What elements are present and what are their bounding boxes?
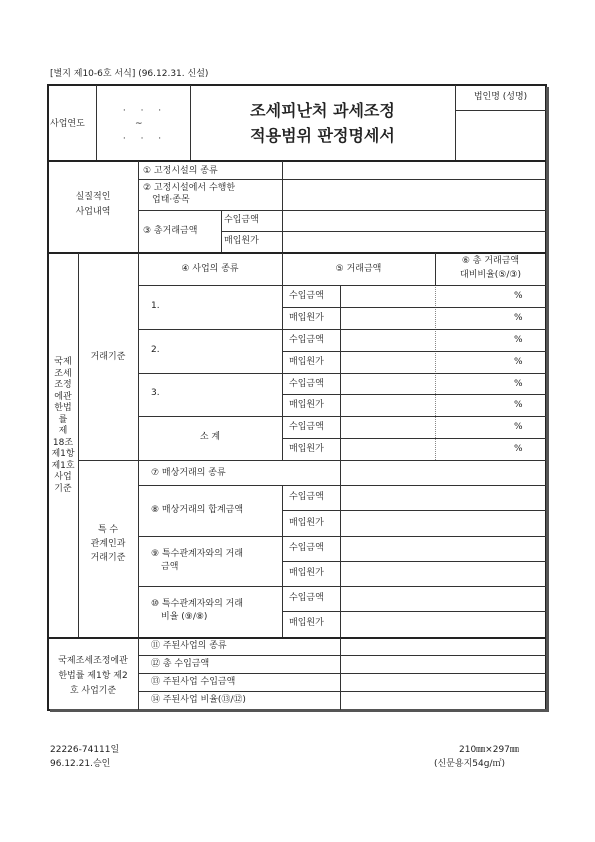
- revenue-label: 수입금액: [224, 215, 259, 225]
- related-party-label-2: 관계인과: [90, 539, 126, 549]
- corp-name-field[interactable]: [457, 112, 545, 158]
- facility-business-label-1: ② 고정시설에서 수행한: [143, 183, 236, 193]
- subtotal-label: 소 계: [199, 432, 221, 443]
- fiscal-year-to[interactable]: · · ·: [122, 134, 168, 144]
- actual-business-label-1: 실질적인: [75, 192, 111, 202]
- main-business-type-label: ⑪ 주된사업의 종류: [151, 641, 227, 651]
- total-revenue-label: ⑫ 총 수입금액: [151, 659, 210, 669]
- related-ratio-label-2: 비율 (⑨/⑧): [161, 612, 208, 622]
- percent-sign: %: [514, 334, 523, 345]
- main-business-revenue-label: ⑬ 주된사업 수입금액: [151, 677, 236, 687]
- cost-label: 매입원가: [289, 568, 324, 578]
- grid-line: [78, 253, 79, 637]
- revenue-label: 수입금액: [289, 291, 324, 301]
- grid-line: [282, 394, 546, 395]
- grid-line: [138, 161, 139, 252]
- cost-label: 매입원가: [289, 618, 324, 628]
- percent-sign: %: [514, 422, 523, 433]
- grid-line: [138, 210, 546, 211]
- grid-line: [455, 110, 546, 111]
- form-code: 22226-74111일: [50, 745, 120, 755]
- revenue-label: 수입금액: [289, 422, 324, 433]
- corp-name-label: 법인명 (성명): [473, 92, 528, 102]
- grid-line: [48, 637, 546, 639]
- grid-line: [282, 611, 546, 612]
- percent-sign: %: [514, 356, 523, 367]
- intl-section-label: 국제 조세 조정 에관 한법 률 제 18조 제1항 제1호 사업 기준: [51, 357, 75, 494]
- cost-label: 매입원가: [289, 444, 324, 455]
- second-criteria-label-1: 국제조세조정에관: [58, 656, 128, 666]
- approval-date: 96.12.21.승인: [50, 759, 111, 769]
- grid-line: [282, 307, 546, 308]
- second-criteria-label-2: 한법률 제1항 제2: [58, 671, 128, 681]
- frame-shadow: [50, 709, 549, 712]
- fiscal-year-from[interactable]: · · ·: [122, 106, 168, 116]
- grid-line: [282, 161, 283, 252]
- col-trade-amount: ⑤ 거래금액: [335, 264, 382, 274]
- cost-label: 매입원가: [289, 312, 324, 323]
- related-amount-label-1: ⑨ 특수관계자와의 거래: [151, 549, 244, 559]
- grid-line: [138, 329, 546, 330]
- grid-line: [138, 179, 546, 180]
- sales-trade-type-label: ⑦ 매상거래의 종류: [151, 468, 226, 478]
- grid-line: [78, 460, 546, 461]
- paper-type: (신문용지54g/㎡): [434, 759, 505, 769]
- business-row-label: 3.: [151, 388, 160, 399]
- grid-line: [48, 160, 546, 162]
- cost-label: 매입원가: [289, 518, 324, 528]
- grid-line: [282, 510, 546, 511]
- revenue-label: 수입금액: [289, 334, 324, 345]
- grid-line: [138, 485, 546, 486]
- grid-line: [138, 586, 546, 587]
- revenue-label: 수입금액: [289, 593, 324, 603]
- related-party-label-3: 거래기준: [90, 553, 126, 563]
- percent-sign: %: [514, 378, 523, 389]
- cost-label: 매입원가: [224, 236, 259, 246]
- main-business-ratio-label: ⑭ 주된사업 비율(⑬/⑫): [151, 695, 246, 705]
- grid-line: [282, 351, 546, 352]
- grid-line: [221, 231, 546, 232]
- grid-line: [138, 638, 139, 710]
- related-party-label-1: 특 수: [97, 525, 119, 535]
- grid-line: [282, 438, 546, 439]
- cost-label: 매입원가: [289, 400, 324, 411]
- grid-line: [138, 416, 546, 417]
- business-row-label: 1.: [151, 300, 160, 311]
- title-line-2: 적용범위 판정명세서: [250, 126, 395, 145]
- col-business-type: ④ 사업의 종류: [181, 264, 239, 274]
- grid-line: [138, 253, 139, 637]
- grid-line: [138, 285, 546, 286]
- related-amount-label-2: 금액: [161, 562, 179, 572]
- percent-sign: %: [514, 400, 523, 411]
- facility-business-label-2: 업태·종목: [152, 195, 190, 205]
- revenue-label: 수입금액: [289, 378, 324, 389]
- grid-line: [340, 638, 341, 710]
- grid-line: [190, 85, 191, 160]
- revenue-label: 수입금액: [289, 492, 324, 502]
- percent-sign: %: [514, 312, 523, 323]
- fiscal-year-label: 사업연도: [50, 119, 85, 129]
- grid-line: [96, 85, 97, 160]
- grid-line: [138, 536, 546, 537]
- col-ratio-2: 대비비율(⑤/③): [460, 270, 521, 280]
- trade-criteria-label: 거래기준: [90, 352, 126, 362]
- grid-line: [48, 252, 546, 254]
- paper-size: 210㎜×297㎜: [459, 745, 519, 755]
- grid-line: [282, 561, 546, 562]
- grid-line: [138, 673, 546, 674]
- grid-line: [138, 373, 546, 374]
- related-ratio-label-1: ⑩ 특수관계자와의 거래: [151, 599, 244, 609]
- fiscal-year-tilde: ~: [135, 119, 143, 129]
- frame-shadow-right: [546, 87, 549, 711]
- sales-total-label: ⑧ 매상거래의 합계금액: [151, 505, 244, 515]
- business-row-label: 2.: [151, 344, 160, 355]
- grid-line: [138, 691, 546, 692]
- revenue-label: 수입금액: [289, 543, 324, 553]
- total-trade-label: ③ 총거래금액: [143, 226, 198, 236]
- percent-sign: %: [514, 444, 523, 455]
- cost-label: 매입원가: [289, 356, 324, 367]
- actual-business-label-2: 사업내역: [75, 207, 111, 217]
- fixed-facility-type-label: ① 고정시설의 종류: [143, 166, 218, 176]
- form-reference: [별지 제10-6호 서식] (96.12.31. 신설): [50, 69, 209, 79]
- title-line-1: 조세피난처 과세조정: [250, 101, 395, 120]
- grid-line: [138, 655, 546, 656]
- second-criteria-label-3: 호 사업기준: [69, 686, 117, 696]
- col-ratio-1: ⑥ 총 거래금액: [461, 256, 520, 266]
- percent-sign: %: [514, 291, 523, 301]
